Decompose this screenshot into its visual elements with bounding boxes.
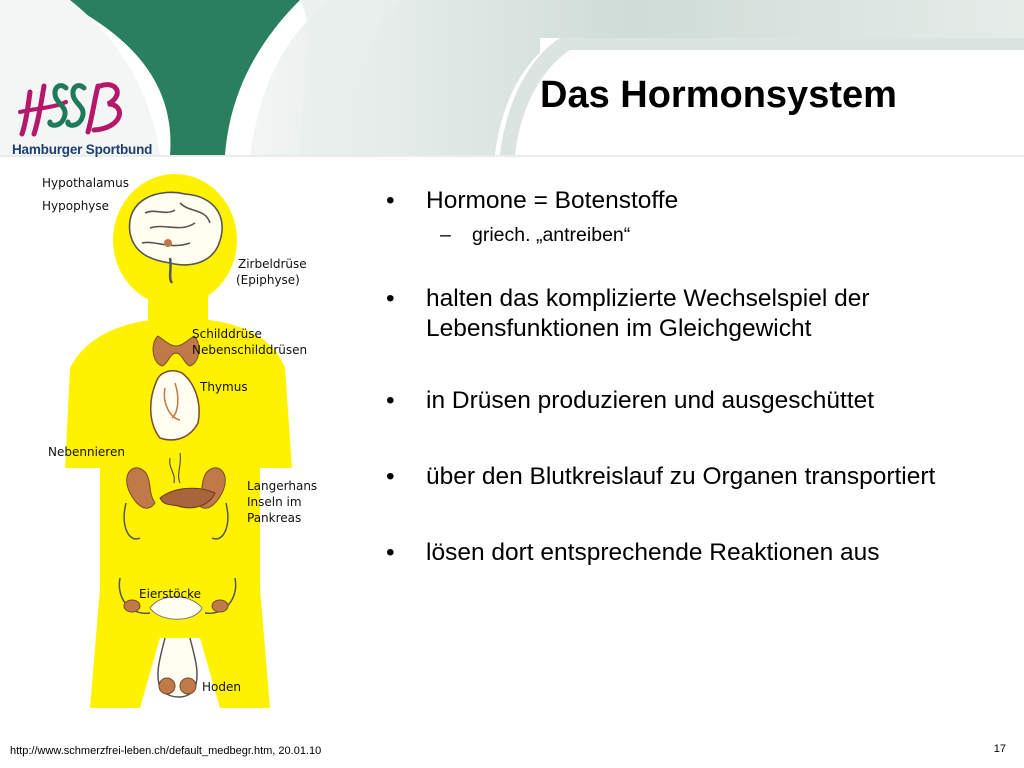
bullet-text: Hormone = Botenstoffe — [426, 187, 679, 214]
bullet-text: halten das komplizierte Wechselspiel der Lebensfunktionen im Gleichgewicht — [426, 285, 870, 342]
label-thymus: Thymus — [200, 380, 248, 394]
endocrine-figure — [30, 168, 350, 713]
label-pankreas: Pankreas — [247, 511, 302, 525]
bullet-item — [380, 462, 1000, 492]
bullet-item — [380, 386, 1000, 416]
label-nebennieren: Nebennieren — [48, 445, 125, 459]
sub-bullet-text: griech. „antreiben“ — [472, 224, 631, 246]
label-eierstoecke: Eierstöcke — [139, 587, 202, 601]
page-number: 17 — [993, 743, 1006, 755]
label-epiphyse: (Epiphyse) — [236, 273, 300, 287]
dash-marker: – — [440, 224, 451, 246]
bullet-text: lösen dort entsprechende Reaktionen aus — [426, 539, 880, 566]
bullet-item — [380, 538, 1000, 568]
label-inseln: Inseln im — [247, 495, 302, 509]
bullet-marker: • — [386, 539, 395, 566]
testes-icon — [158, 638, 197, 697]
bullet-list — [380, 186, 1000, 568]
label-zirbeldruese: Zirbeldrüse — [238, 257, 307, 271]
label-schilddruese: Schilddrüse — [192, 327, 262, 341]
label-hypophyse: Hypophyse — [42, 199, 110, 213]
label-hoden: Hoden — [202, 680, 241, 694]
bullet-marker: • — [386, 285, 395, 312]
bullet-marker: • — [386, 463, 395, 490]
label-langerhans: Langerhans — [247, 479, 318, 493]
bullet-item — [380, 186, 1000, 216]
slide-title: Das Hormonsystem — [540, 74, 897, 116]
hypophysis-mark — [164, 239, 172, 247]
bullet-text: in Drüsen produzieren und ausgeschüttet — [426, 387, 875, 414]
source-link[interactable]: http://www.schmerzfrei-leben.ch/default_medbegr.htm, 20.01.10 — [10, 745, 322, 757]
label-hypothalamus: Hypothalamus — [42, 176, 129, 190]
bullet-item — [380, 284, 1000, 344]
logo-name: Hamburger Sportbund — [12, 142, 153, 157]
bullet-marker: • — [386, 187, 395, 214]
bullet-marker: • — [386, 387, 395, 414]
bullet-text: über den Blutkreislauf zu Organen transportiert — [426, 463, 936, 490]
sub-bullet-item — [380, 222, 1000, 248]
label-nebenschilddruesen: Nebenschilddrüsen — [192, 343, 308, 357]
